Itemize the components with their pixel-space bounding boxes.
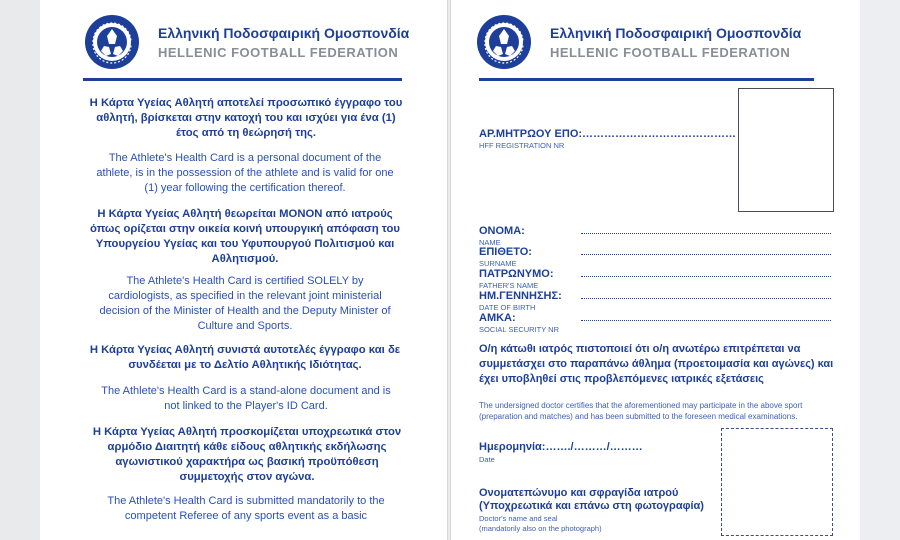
federation-name-greek: Ελληνική Ποδοσφαιρική Ομοσπονδία <box>158 25 410 41</box>
right-page <box>450 0 860 540</box>
federation-name-english: HELLENIC FOOTBALL FEDERATION <box>158 45 399 60</box>
paragraph-validity-gr: Η Κάρτα Υγείας Αθλητή αποτελεί προσωπικό έγγραφο του αθλητή, βρίσκεται στην κατοχή του και ισχύει για ένα (1) έτος από τη θεώρησή της. <box>89 97 403 139</box>
fathers-name-label: ΠΑΤΡΩΝΥΜΟ: <box>479 268 554 280</box>
date-label: Ημερομηνία:……./………/……… <box>479 441 643 453</box>
paragraph-standalone-gr: Η Κάρτα Υγείας Αθλητή συνιστά αυτοτελές έγγραφο και δε συνδέεται με το Δελτίο Αθλητικής Ιδιότητας. <box>89 344 401 371</box>
doctor-mandatory-note: (Υποχρεωτικά και επάνω στη φωτογραφία) <box>479 500 704 512</box>
social-security-label: ΑΜΚΑ: <box>479 312 516 324</box>
paragraph-certification-gr: Η Κάρτα Υγείας Αθλητή θεωρείται ΜΟΝΟΝ από ιατρούς όπως ορίζεται στην οικεία κοινή υπουργική απόφαση του Υπουργείου Υγείας και του Υφυπουργού Πολιτισμού και Αθλητισμού. <box>90 208 400 265</box>
photo-box <box>738 88 834 212</box>
federation-name-english: HELLENIC FOOTBALL FEDERATION <box>550 45 791 60</box>
social-security-sub: SOCIAL SECURITY NR <box>479 325 560 334</box>
paragraph-referee-en: The Athlete's Health Card is submitted mandatorily to the competent Referee of any sports event as a basic <box>107 495 385 522</box>
date-of-birth-label: ΗΜ.ΓΕΝΝΗΣΗΣ: <box>479 290 562 302</box>
paragraph-referee-gr: Η Κάρτα Υγείας Αθλητή προσκομίζεται υποχρεωτικά στον αρμόδιο Διαιτητή κάθε είδους αθλητικής εκδήλωσης αγωνιστικού χαρακτήρα ως βασική προϋπόθεση συμμετοχής στον αγώνα. <box>92 426 402 483</box>
right-header <box>476 14 821 74</box>
registration-label: ΑΡ.ΜΗΤΡΩΟΥ ΕΠΟ:…………………………………… <box>479 128 737 140</box>
surname-label: ΕΠΙΘΕΤΟ: <box>479 246 532 258</box>
paragraph-standalone-en: The Athlete's Health Card is a stand-alone document and is not linked to the Player's ID Card. <box>101 385 391 412</box>
header-divider <box>479 78 814 81</box>
name-field[interactable] <box>581 233 831 234</box>
name-sub: NAME <box>479 238 501 247</box>
paragraph-validity-en: The Athlete's Health Card is a personal document of the athlete, is in the possession of the athlete and is valid for one (1) year following the certification thereof. <box>96 152 394 194</box>
name-label: ΟΝΟΜΑ: <box>479 225 525 237</box>
hff-emblem-icon <box>476 14 532 70</box>
date-sub: Date <box>479 455 495 464</box>
date-of-birth-field[interactable] <box>581 298 831 299</box>
doctor-statement-english: The undersigned doctor certifies that the aforementioned may participate in the above sport (preparation and matches) and has been submitted to the foreseen medical examinations. <box>479 401 803 421</box>
doctor-statement-greek: Ο/η κάτωθι ιατρός πιστοποιεί ότι ο/η ανωτέρω επιτρέπεται να συμμετάσχει στο παραπάνω άθλημα (προετοιμασία και αγώνες) και έχει υποβληθεί στις προβλεπόμενες ιατρικές εξετάσεις <box>479 343 834 385</box>
paragraph-certification-en: The Athlete's Health Card is certified SOLELY by cardiologists, as specified in the relevant joint ministerial decision of the Minister of Health and the Deputy Minister of Culture and Sports. <box>99 275 391 332</box>
left-header <box>84 14 410 74</box>
doctor-seal-box <box>721 428 833 536</box>
doctor-name-label: Ονοματεπώνυμο και σφραγίδα ιατρού <box>479 487 679 499</box>
hff-emblem-icon <box>84 14 140 70</box>
registration-sub: HFF REGISTRATION NR <box>479 141 565 150</box>
surname-field[interactable] <box>581 254 831 255</box>
left-page <box>40 0 448 540</box>
social-security-field[interactable] <box>581 320 831 321</box>
doctor-name-sub: Doctor's name and seal <box>479 514 558 523</box>
fathers-name-sub: FATHER'S NAME <box>479 281 539 290</box>
surname-sub: SURNAME <box>479 259 517 268</box>
federation-name-greek: Ελληνική Ποδοσφαιρική Ομοσπονδία <box>550 25 802 41</box>
doctor-mandatory-sub: (mandatorily also on the photograph) <box>479 524 602 533</box>
date-of-birth-sub: DATE OF BIRTH <box>479 303 536 312</box>
background-edge <box>860 0 900 540</box>
fathers-name-field[interactable] <box>581 276 831 277</box>
header-divider <box>83 78 402 81</box>
